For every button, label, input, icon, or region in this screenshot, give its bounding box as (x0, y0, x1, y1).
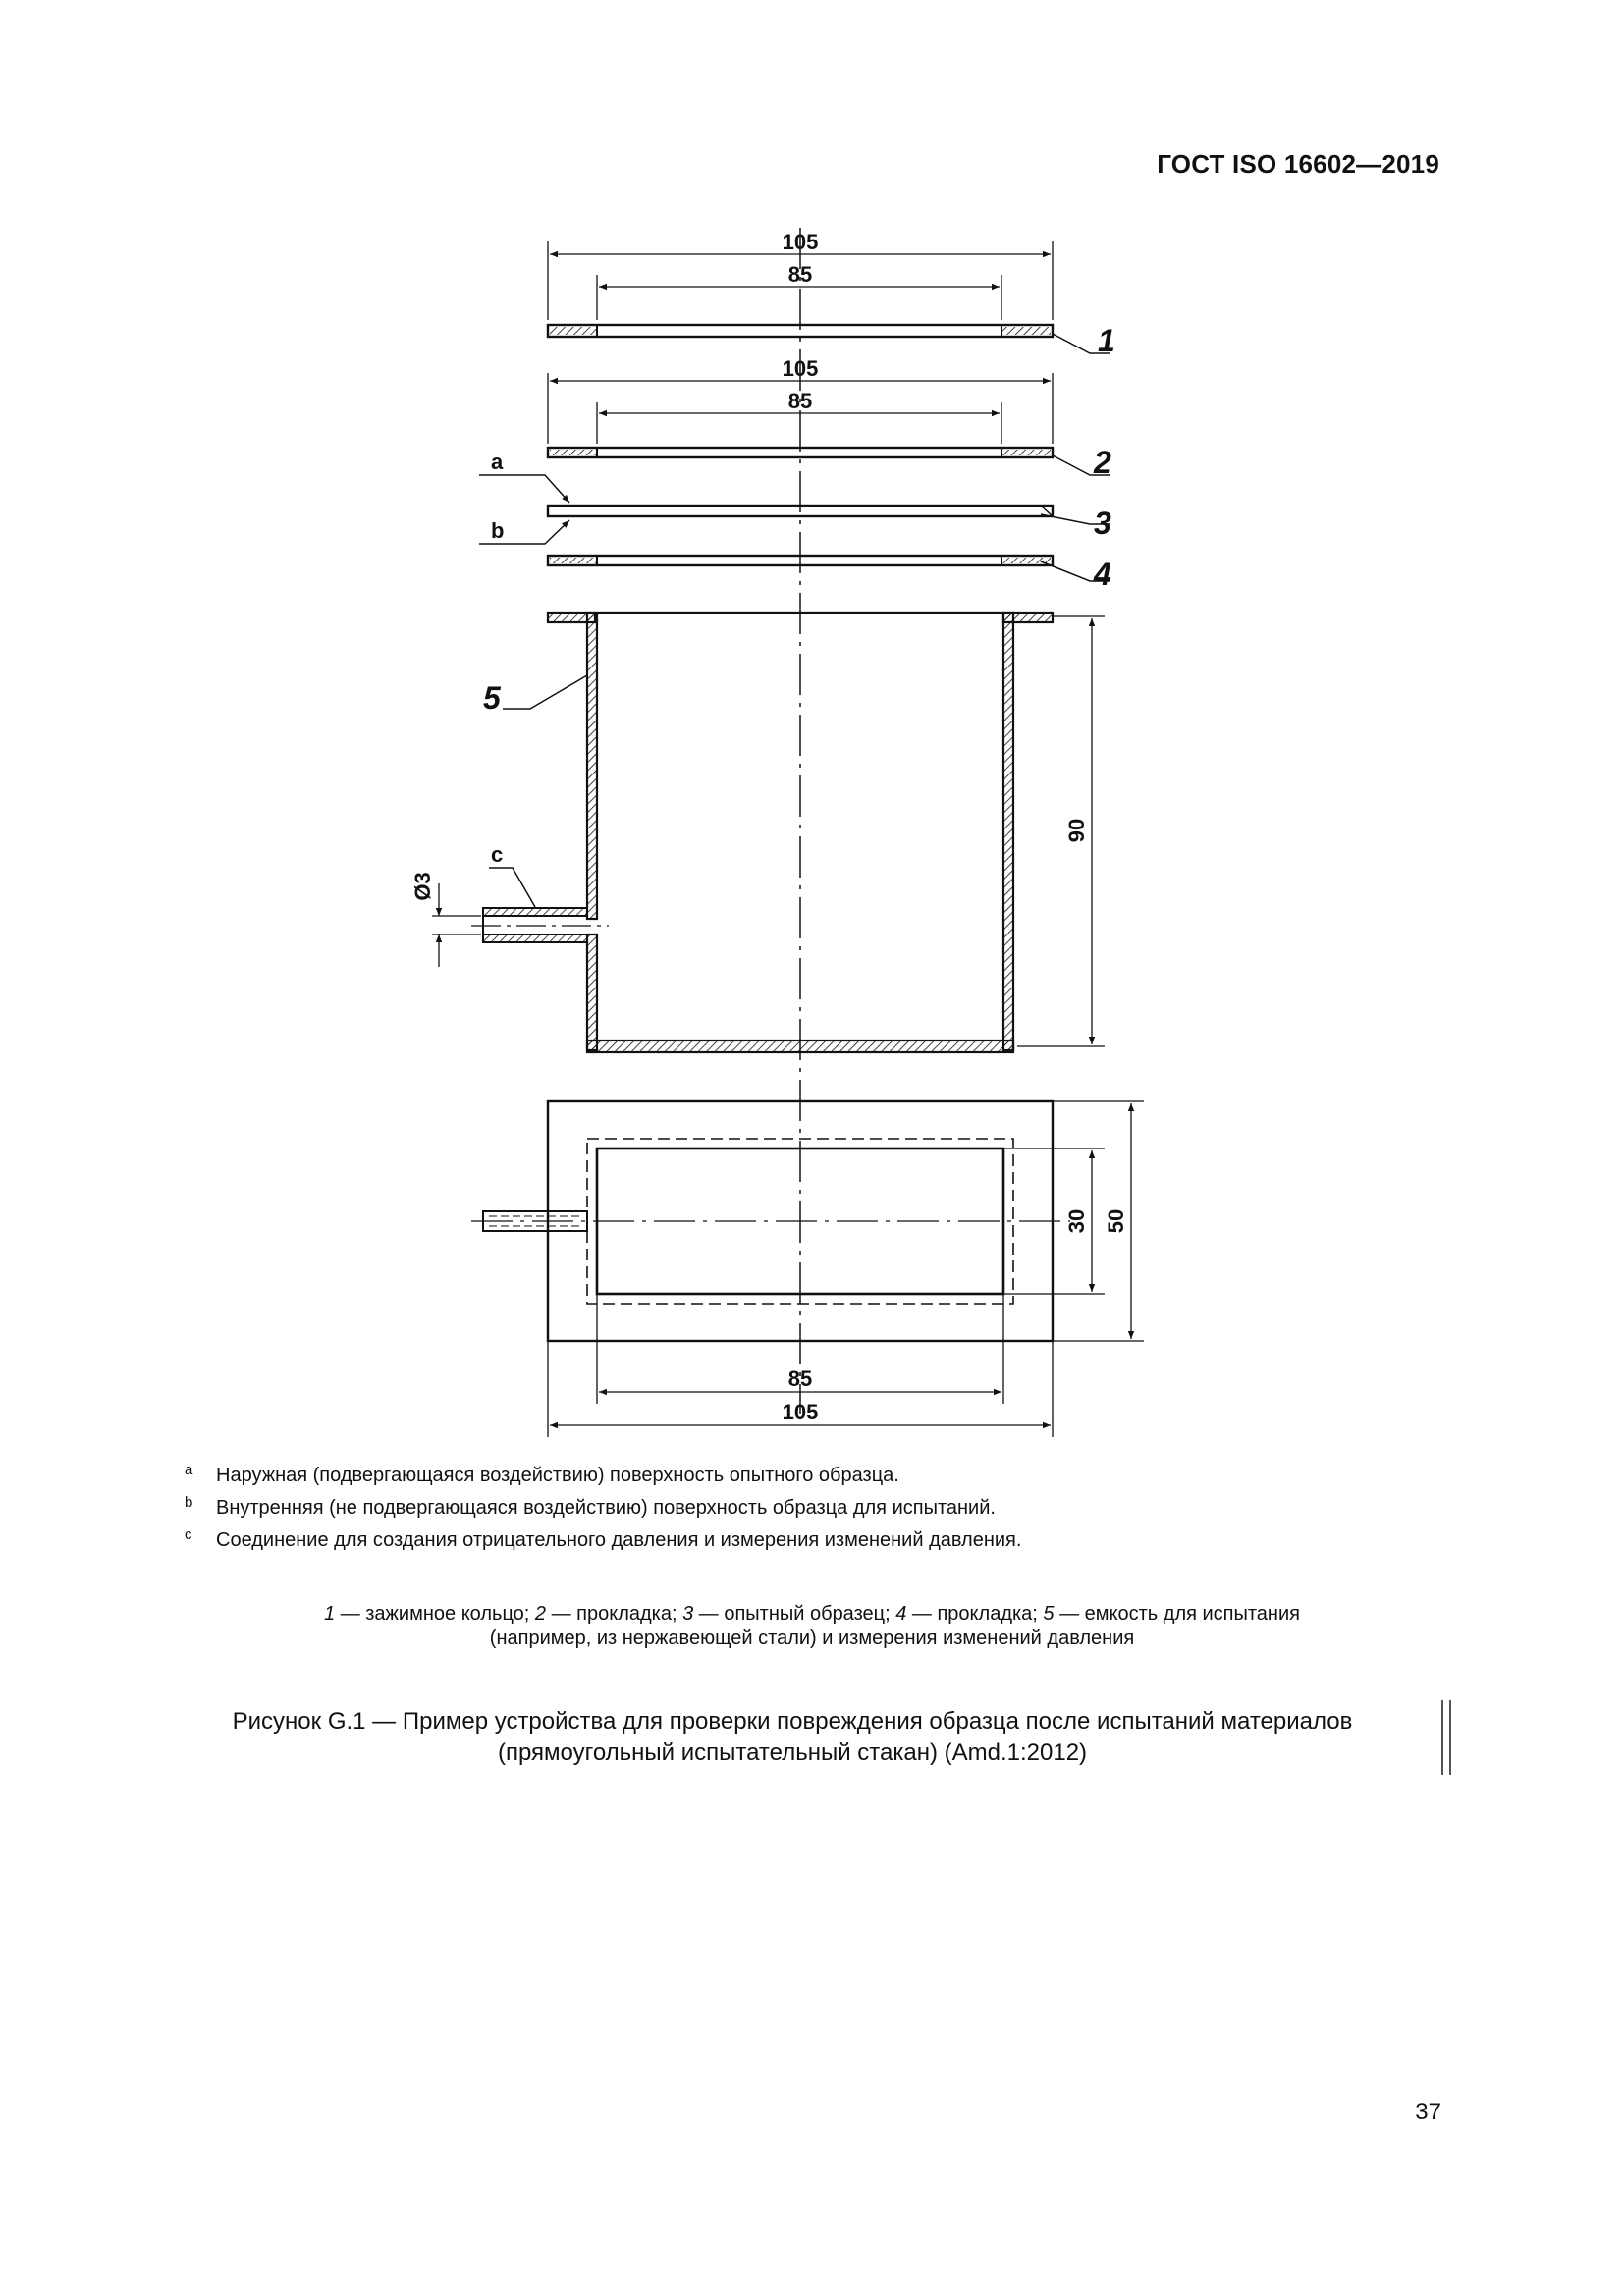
figure-caption (137, 1706, 1447, 1769)
standard-designation: ГОСТ ISO 16602—2019 (1157, 149, 1439, 179)
dim-text-85-ring: 85 (787, 262, 813, 287)
dim-text-85-plan: 85 (787, 1366, 813, 1391)
leader-a (479, 475, 569, 503)
part-number-5: 5 (483, 680, 501, 716)
caption-line-2: (прямоугольный испытательный стакан) (Amd.1:2012) (497, 1739, 1088, 1766)
nipple-connection (471, 908, 609, 942)
part-number-4: 4 (1094, 557, 1111, 592)
footnote-b: b Внутренняя (не подвергающаяся воздействию) поверхность образца для испытаний. (185, 1494, 996, 1519)
figure-legend: 1 — зажимное кольцо; 2 — прокладка; 3 — опытный образец; 4 — прокладка; 5 — емкость для испытания (например, из нержавеющей стали) и измерения изменений давления (324, 1603, 1300, 1649)
dim-text-105-ring: 105 (782, 230, 819, 254)
label-a: a (491, 450, 504, 474)
footnote-c: c Соединение для создания отрицательного давления и измерения изменений давления. (185, 1526, 1022, 1551)
part-number-1: 1 (1098, 323, 1115, 358)
leader-c (489, 868, 535, 907)
dim-text-50: 50 (1104, 1208, 1128, 1234)
label-c: c (491, 842, 504, 867)
dim-text-diameter-3: Ø3 (410, 872, 435, 901)
footnote-a: a Наружная (подвергающаяся воздействию) поверхность опытного образца. (185, 1462, 899, 1486)
part-number-2: 2 (1094, 445, 1111, 480)
footnotes (185, 1460, 1021, 1557)
leader-5 (503, 675, 587, 709)
caption-line-1: Рисунок G.1 — Пример устройства для проверки повреждения образца после испытаний материалов (232, 1708, 1353, 1735)
dim-text-105-gasket: 105 (782, 356, 819, 381)
label-b: b (491, 518, 505, 543)
plan-view (471, 1101, 1070, 1341)
dim-text-30: 30 (1064, 1208, 1089, 1234)
page-number: 37 (1415, 2099, 1441, 2125)
dim-text-105-plan: 105 (782, 1400, 819, 1424)
part-number-3: 3 (1094, 506, 1111, 541)
dim-text-90: 90 (1064, 818, 1089, 843)
dim-text-85-gasket: 85 (787, 389, 813, 413)
change-bar (1441, 1700, 1451, 1775)
